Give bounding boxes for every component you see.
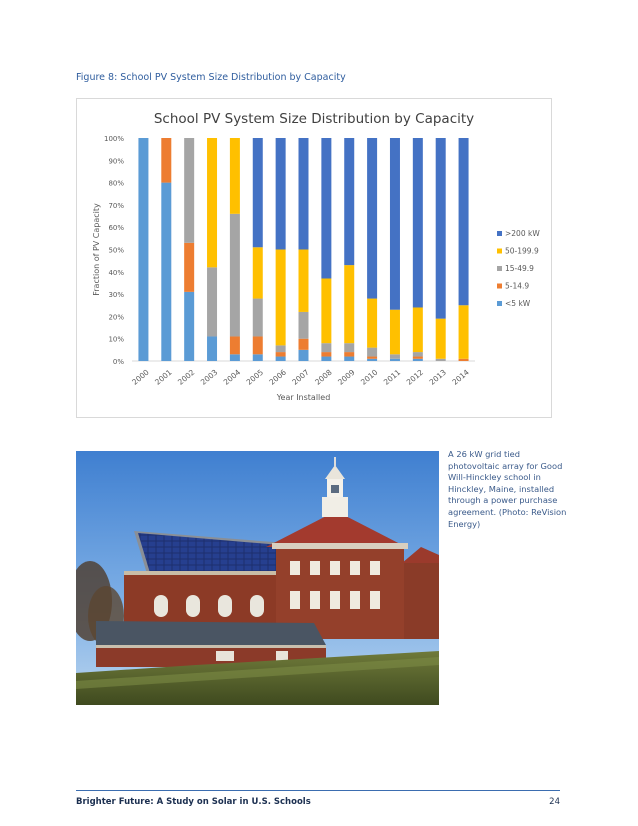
bar-segment-2012 [413, 352, 423, 356]
footer-divider [76, 790, 560, 791]
bar-segment-2010 [367, 359, 377, 361]
y-tick-label: 30% [108, 291, 124, 300]
bar-segment-2013 [436, 319, 446, 359]
y-tick-label: 90% [108, 157, 124, 166]
legend-swatch [497, 284, 502, 289]
x-tick-label: 2009 [336, 367, 357, 387]
bar-segment-2013 [436, 359, 446, 361]
bar-segment-2009 [344, 352, 354, 356]
bar-segment-2012 [413, 359, 423, 361]
stacked-bar-chart [77, 99, 551, 417]
bar-segment-2008 [321, 352, 331, 356]
legend-label: >200 kW [505, 229, 540, 238]
bar-segment-2003 [207, 336, 217, 361]
bar-segment-2004 [230, 354, 240, 361]
bar-segment-2006 [276, 250, 286, 346]
bar-segment-2013 [436, 138, 446, 319]
bar-segment-2010 [367, 138, 377, 299]
bar-segment-2007 [299, 250, 309, 312]
x-tick-label: 2005 [244, 367, 266, 387]
bar-segment-2014 [459, 359, 469, 361]
y-tick-label: 40% [108, 268, 124, 277]
x-tick-label: 2004 [221, 367, 243, 387]
bar-segment-2009 [344, 138, 354, 265]
x-tick-label: 2006 [267, 367, 288, 387]
legend-label: 50-199.9 [505, 246, 539, 256]
x-tick-label: 2011 [381, 367, 403, 387]
bar-segment-2011 [390, 310, 400, 355]
bar-segment-2010 [367, 357, 377, 359]
bar-segment-2006 [276, 138, 286, 250]
legend-swatch [497, 231, 502, 236]
y-tick-label: 80% [108, 179, 124, 188]
figure-caption: Figure 8: School PV System Size Distribution by Capacity [76, 72, 346, 83]
x-tick-label: 2010 [358, 367, 380, 387]
bar-segment-2010 [367, 348, 377, 357]
bar-segment-2009 [344, 343, 354, 352]
bar-segment-2011 [390, 354, 400, 358]
school-building-image [76, 451, 439, 705]
bar-segment-2003 [207, 138, 217, 267]
bar-segment-2004 [230, 138, 240, 214]
bar-segment-2002 [184, 292, 194, 361]
bar-segment-2007 [299, 312, 309, 339]
bar-segment-2002 [184, 138, 194, 243]
y-tick-label: 0% [112, 358, 124, 366]
legend-swatch [497, 249, 502, 254]
bar-segment-2000 [138, 138, 148, 361]
page-number: 24 [549, 797, 560, 807]
x-tick-label: 2013 [427, 367, 448, 387]
bar-segment-2008 [321, 138, 331, 278]
bar-segment-2012 [413, 307, 423, 352]
y-tick-label: 10% [108, 335, 124, 344]
y-axis-label: Fraction of PV Capacity [92, 203, 101, 296]
bar-segment-2008 [321, 343, 331, 352]
x-tick-label: 2001 [153, 367, 174, 387]
x-tick-label: 2000 [130, 367, 151, 387]
bar-segment-2009 [344, 357, 354, 361]
x-tick-label: 2003 [198, 367, 220, 387]
bar-segment-2005 [253, 138, 263, 247]
bar-segment-2007 [299, 339, 309, 350]
y-tick-label: 70% [108, 201, 124, 210]
x-tick-label: 2007 [290, 367, 311, 387]
bar-segment-2006 [276, 352, 286, 356]
school-photo [76, 451, 439, 705]
bar-segment-2010 [367, 299, 377, 348]
bar-segment-2012 [413, 357, 423, 359]
bar-segment-2005 [253, 336, 263, 354]
legend-swatch [497, 266, 502, 271]
bar-segment-2008 [321, 278, 331, 343]
y-tick-label: 60% [108, 224, 124, 233]
bar-segment-2007 [299, 350, 309, 361]
bar-segment-2005 [253, 247, 263, 298]
legend-swatch [497, 301, 502, 306]
bar-segment-2005 [253, 299, 263, 337]
bar-segment-2002 [184, 243, 194, 292]
bar-segment-2001 [161, 183, 171, 361]
x-tick-label: 2012 [404, 367, 426, 387]
bar-segment-2007 [299, 138, 309, 250]
bar-segment-2008 [321, 357, 331, 361]
photo-caption: A 26 kW grid tied photovoltaic array for Good Will-Hinckley school in Hinckley, Maine, installed through a power purchase agreement. (Photo: ReVision Energy) [448, 449, 567, 529]
chart-title: School PV System Size Distribution by Capacity [153, 111, 475, 127]
footer-title: Brighter Future: A Study on Solar in U.S. Schools [76, 797, 311, 807]
bar-segment-2004 [230, 336, 240, 354]
bar-segment-2003 [207, 267, 217, 336]
bar-segment-2014 [459, 138, 469, 305]
bar-segment-2009 [344, 265, 354, 343]
x-tick-label: 2002 [176, 367, 197, 387]
bar-segment-2012 [413, 138, 423, 307]
bar-segment-2014 [459, 305, 469, 359]
x-axis-label: Year Installed [276, 393, 331, 402]
x-tick-label: 2014 [450, 367, 471, 387]
legend-label: 15-49.9 [505, 264, 534, 273]
legend-label: <5 kW [505, 299, 531, 308]
y-tick-label: 100% [103, 135, 124, 143]
bar-segment-2005 [253, 354, 263, 361]
y-tick-label: 20% [108, 313, 124, 322]
chart-container [76, 98, 552, 418]
bar-segment-2006 [276, 345, 286, 352]
x-tick-label: 2008 [313, 367, 334, 387]
legend-label: 5-14.9 [505, 281, 530, 291]
y-tick-label: 50% [108, 246, 124, 255]
bar-segment-2001 [161, 138, 171, 183]
bar-segment-2006 [276, 357, 286, 361]
bar-segment-2004 [230, 214, 240, 337]
bar-segment-2011 [390, 359, 400, 361]
bar-segment-2011 [390, 138, 400, 310]
